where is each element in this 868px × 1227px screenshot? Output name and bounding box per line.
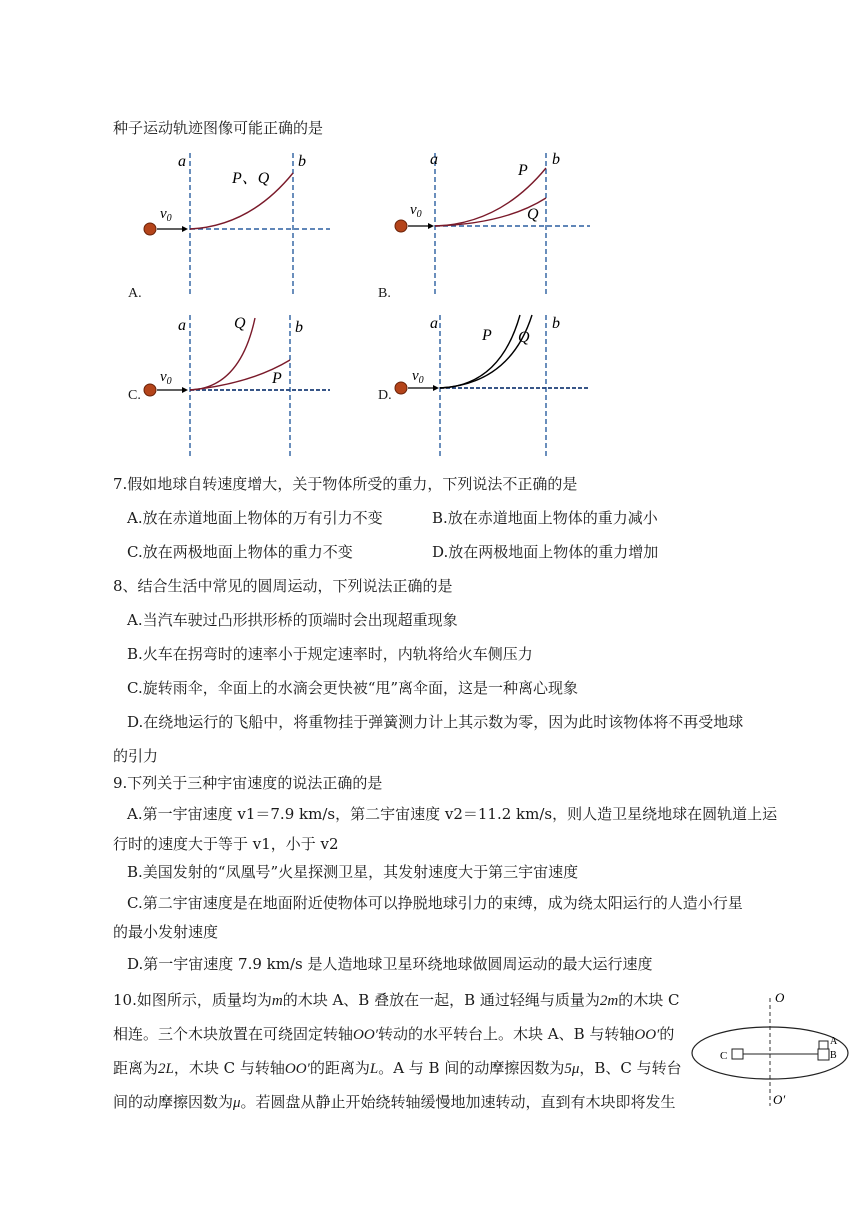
q8-option-d-cont: 的引力 (113, 747, 159, 765)
curve-label-q: Q (527, 206, 539, 223)
v0-label: $v_0$ (160, 206, 172, 224)
option-c-label: C. (128, 388, 141, 403)
q10-line-4: 间的动摩擦因数为μ。若圆盘从静止开始绕转轴缓慢地加速转动，直到有木块即将发生 (113, 1093, 676, 1111)
q8-option-b: B.火车在拐弯时的速率小于规定速率时，内轨将给火车侧压力 (127, 645, 533, 663)
q7-option-a: A.放在赤道地面上物体的万有引力不变 (127, 509, 383, 527)
block-c-label: C (720, 1050, 728, 1062)
q8-option-d: D.在绕地运行的飞船中，将重物挂于弹簧测力计上其示数为零，因为此时该物体将不再受地球 (127, 713, 744, 731)
figure-a (130, 148, 340, 308)
option-a-label: A. (128, 286, 142, 301)
intro-text: 种子运动轨迹图像可能正确的是 (113, 119, 324, 137)
label-b: b (552, 315, 560, 332)
q10-line-3: 距离为2L，木块 C 与转轴OO′的距离为L。A 与 B 间的动摩擦因数为5μ，B、C 与转台 (113, 1059, 682, 1077)
curve-label-p: P (482, 327, 492, 344)
label-a: a (178, 153, 186, 170)
q9-option-c-cont: 的最小发射速度 (113, 923, 219, 941)
option-d-label: D. (378, 388, 392, 403)
axis-label-o: O (775, 990, 785, 1005)
q8-option-c: C.旋转雨伞，伞面上的水滴会更快被“甩”离伞面，这是一种离心现象 (127, 679, 579, 697)
block-a-label: A (830, 1036, 838, 1047)
label-a: a (430, 151, 438, 168)
q9-option-b: B.美国发射的“凤凰号”火星探测卫星，其发射速度大于第三宇宙速度 (127, 863, 579, 881)
q10-line-2: 相连。三个木块放置在可绕固定转轴OO′转动的水平转台上。木块 A、B 与转轴OO′的 (113, 1025, 675, 1043)
block-b-label: B (830, 1050, 837, 1061)
label-b: b (552, 151, 560, 168)
q7-stem: 7.假如地球自转速度增大，关于物体所受的重力，下列说法不正确的是 (113, 475, 578, 493)
label-a: a (430, 315, 438, 332)
option-b-label: B. (378, 286, 391, 301)
q8-stem: 8、结合生活中常见的圆周运动，下列说法正确的是 (113, 577, 453, 595)
label-b: b (298, 153, 306, 170)
v0-label: $v_0$ (412, 368, 424, 386)
v0-label: $v_0$ (410, 202, 422, 220)
axis-label-o-prime: O′ (773, 1092, 786, 1107)
q9-option-a-cont: 行时的速度大于等于 v1，小于 v2 (113, 835, 339, 853)
curve-label-q: Q (518, 329, 530, 346)
q8-option-a: A.当汽车驶过凸形拱形桥的顶端时会出现超重现象 (127, 611, 458, 629)
figure-b (380, 148, 600, 308)
q10-line-1: 10.如图所示，质量均为m的木块 A、B 叠放在一起，B 通过轻绳与质量为2m的木块 C (113, 991, 680, 1009)
curve-label: P、Q (232, 170, 270, 187)
q9-option-c: C.第二宇宙速度是在地面附近使物体可以挣脱地球引力的束缚，成为绕太阳运行的人造小行星 (127, 894, 743, 912)
q9-option-d: D.第一宇宙速度 7.9 km/s 是人造地球卫星环绕地球做圆周运动的最大运行速度 (127, 955, 653, 973)
q7-option-b: B.放在赤道地面上物体的重力减小 (432, 509, 658, 527)
q7-option-c: C.放在两极地面上物体的重力不变 (127, 543, 353, 561)
curve-label-p: P (272, 370, 282, 387)
curve-label-p: P (518, 162, 528, 179)
label-a: a (178, 317, 186, 334)
curve-label-q: Q (234, 315, 246, 332)
q9-option-a: A.第一宇宙速度 v1＝7.9 km/s，第二宇宙速度 v2＝11.2 km/s，则人造卫星绕地球在圆轨道上运 (127, 805, 778, 823)
figure-c (130, 310, 340, 460)
label-b: b (295, 319, 303, 336)
figure-d (380, 310, 600, 460)
q7-option-d: D.放在两极地面上物体的重力增加 (432, 543, 659, 561)
v0-label: $v_0$ (160, 369, 172, 387)
turntable-figure (695, 988, 855, 1113)
q9-stem: 9.下列关于三种宇宙速度的说法正确的是 (113, 774, 383, 792)
